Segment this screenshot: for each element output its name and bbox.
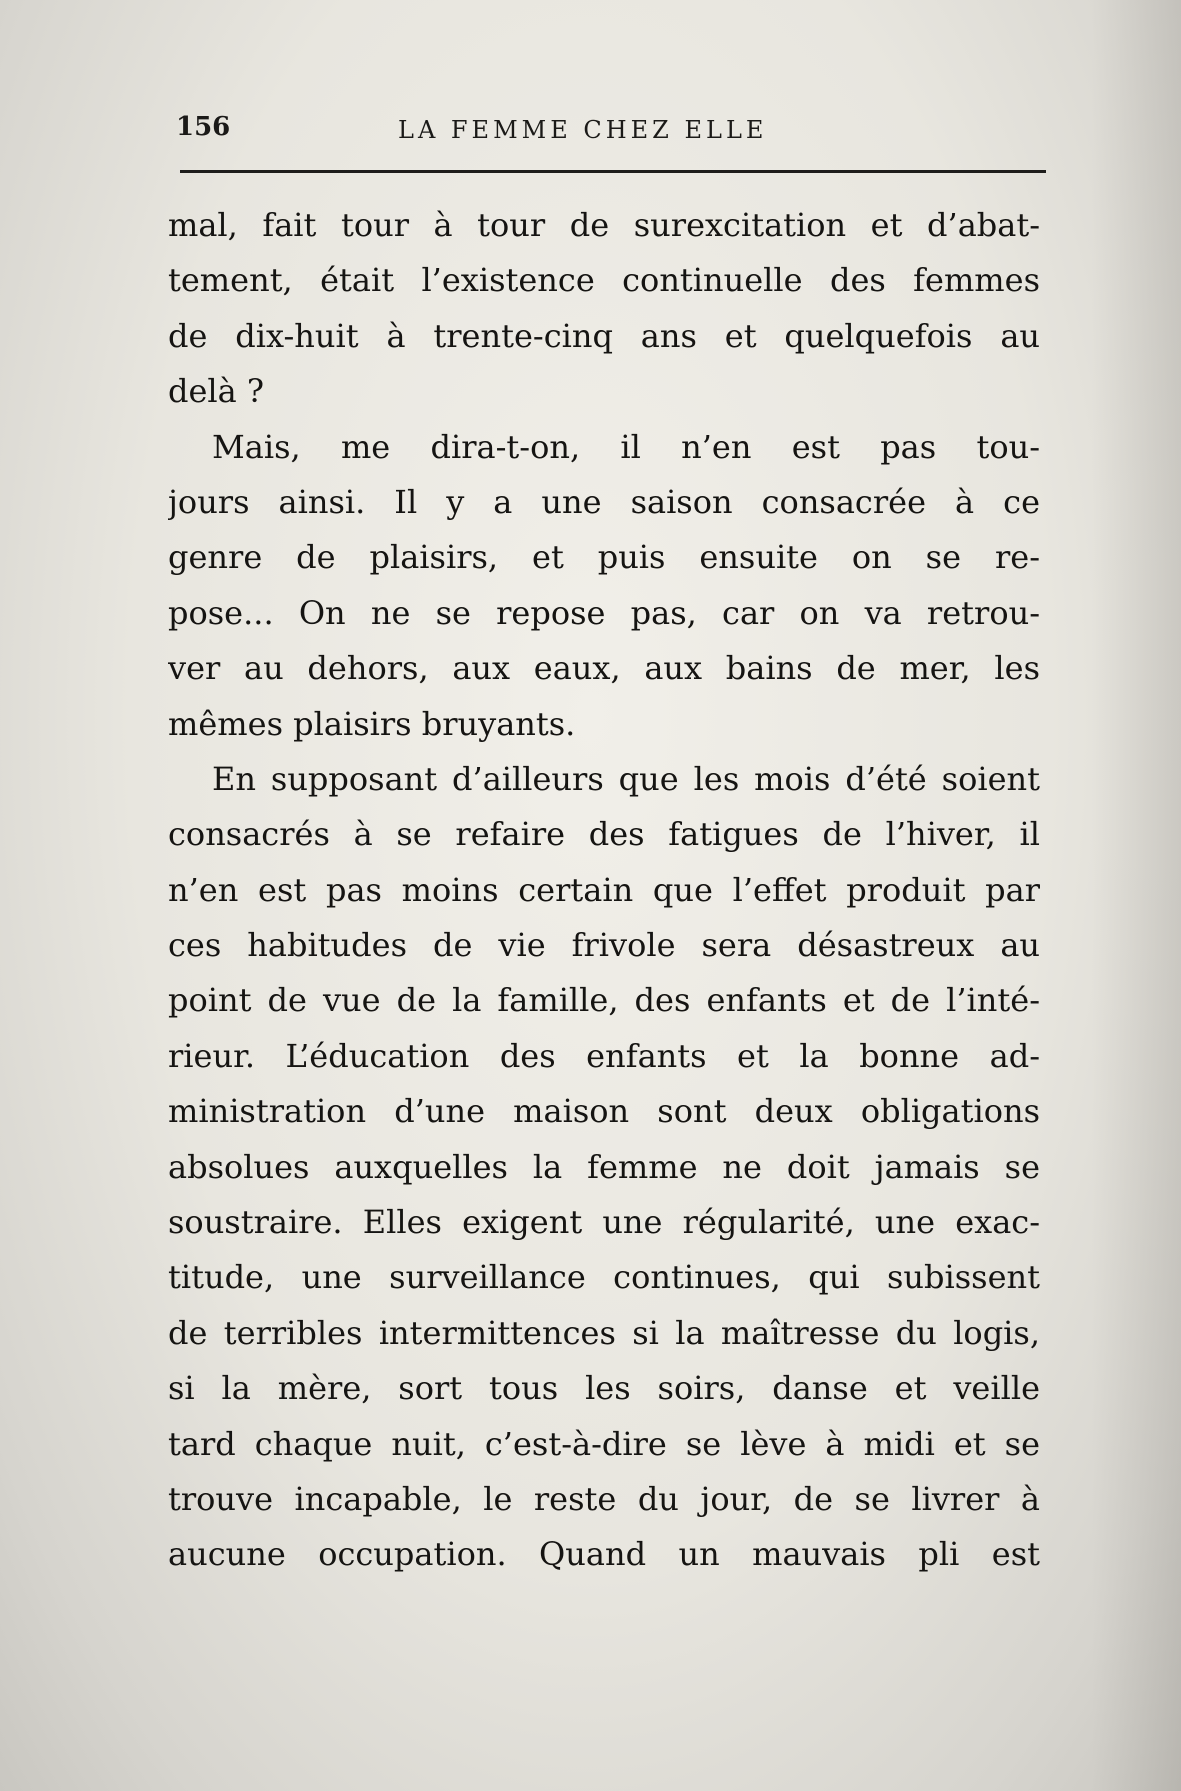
page-header xyxy=(176,112,1046,152)
text-line: ministration d’une maison sont deux obligations xyxy=(168,1092,1040,1131)
running-head: LA FEMME CHEZ ELLE xyxy=(398,116,768,144)
text-line: delà ? xyxy=(168,372,265,411)
page-number: 156 xyxy=(176,112,231,142)
text-line: titude, une surveillance continues, qui subissent xyxy=(168,1258,1040,1297)
text-line: rieur. L’éducation des enfants et la bonne ad- xyxy=(168,1036,1040,1075)
text-line: ces habitudes de vie frivole sera désastreux au xyxy=(168,926,1040,965)
text-line: de terribles intermittences si la maîtresse du logis, xyxy=(168,1313,1040,1352)
text-line: genre de plaisirs, et puis ensuite on se re- xyxy=(168,538,1040,577)
text-line: En supposant d’ailleurs que les mois d’été soient xyxy=(212,759,1040,798)
text-line: aucune occupation. Quand un mauvais pli est xyxy=(168,1535,1040,1574)
header-rule xyxy=(180,170,1046,173)
text-line: pose... On ne se repose pas, car on va retrou- xyxy=(168,593,1040,632)
text-line: mal, fait tour à tour de surexcitation et d’abat- xyxy=(168,206,1040,244)
text-line: trouve incapable, le reste du jour, de se livrer à xyxy=(168,1479,1040,1518)
text-line: mêmes plaisirs bruyants. xyxy=(168,704,576,743)
text-line: absolues auxquelles la femme ne doit jamais se xyxy=(168,1147,1040,1186)
text-line: consacrés à se refaire des fatigues de l’hiver, il xyxy=(168,815,1040,854)
text-line: tard chaque nuit, c’est-à-dire se lève à midi et se xyxy=(168,1424,1040,1463)
text-line: soustraire. Elles exigent une régularité, une exac- xyxy=(168,1203,1040,1242)
body-text xyxy=(168,198,1040,1583)
text-line: si la mère, sort tous les soirs, danse et veille xyxy=(168,1369,1040,1408)
text-line: de dix-huit à trente-cinq ans et quelquefois au xyxy=(168,316,1040,355)
text-line: point de vue de la famille, des enfants et de l’inté- xyxy=(168,981,1040,1020)
text-line: jours ainsi. Il y a une saison consacrée à ce xyxy=(168,482,1040,521)
text-line: n’en est pas moins certain que l’effet produit par xyxy=(168,870,1040,909)
text-line: Mais, me dira-t-on, il n’en est pas tou- xyxy=(212,427,1040,466)
text-line: ver au dehors, aux eaux, aux bains de mer, les xyxy=(168,649,1040,688)
page-edge-shadow xyxy=(1091,0,1181,1791)
text-line: tement, était l’existence continuelle des femmes xyxy=(168,261,1040,300)
